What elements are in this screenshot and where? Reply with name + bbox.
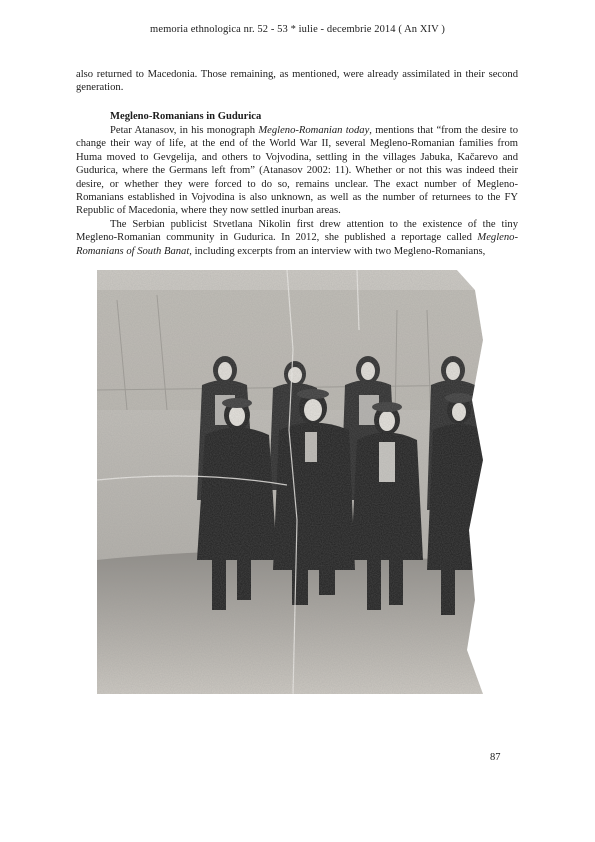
running-header: memoria ethnologica nr. 52 - 53 * iulie - decembrie 2014 ( An XIV ): [150, 24, 445, 35]
main-text: [76, 124, 518, 258]
reportage-title: Megleno-Romanians of South Banat: [76, 232, 518, 257]
section-heading: Megleno-Romanians in Gudurica: [110, 111, 262, 122]
page-number: 87: [490, 752, 501, 763]
paragraph-3-text-b: , including excerpts from an interview with two Megleno-Romanians,: [189, 245, 486, 257]
paragraph-1: also returned to Macedonia. Those remaining, as mentioned, were already assimilated in their second generation.: [76, 69, 518, 94]
paragraph-3: [76, 218, 518, 258]
paragraph-2: [76, 124, 518, 218]
group-photograph: [97, 270, 483, 694]
paragraph-2-text-b: , mentions that “from the desire to change their way of life, at the end of the World War II, several Megleno-Romanian families from Huma moved to Gevgelija, and others to Vojvodina, settling in the villages Jabuka, Kačarevo and Gudurica, where the Germans left from” (Atanasov 2002: 11). Whether or not this was indeed their desire, or whether they were forced to do so, remains unclear. The exact number of Megleno-Romanians established in Vojvodina is also unknown, as well as the number of returnees to the FY Republic of Macedonia, where they now settled inurban areas.: [76, 125, 519, 217]
paragraph-3-text-a: The Serbian publicist Stvetlana Nikolin first drew attention to the existence of the tiny Megleno-Romanian community in Gudurica. In 2012, she published a reportage called: [76, 218, 518, 244]
monograph-title: Megleno-Romanian today: [258, 125, 370, 136]
paragraph-continuation: [76, 68, 518, 95]
paragraph-2-text-a: Petar Atanasov, in his monograph: [110, 125, 259, 136]
photograph-image: [97, 270, 483, 694]
